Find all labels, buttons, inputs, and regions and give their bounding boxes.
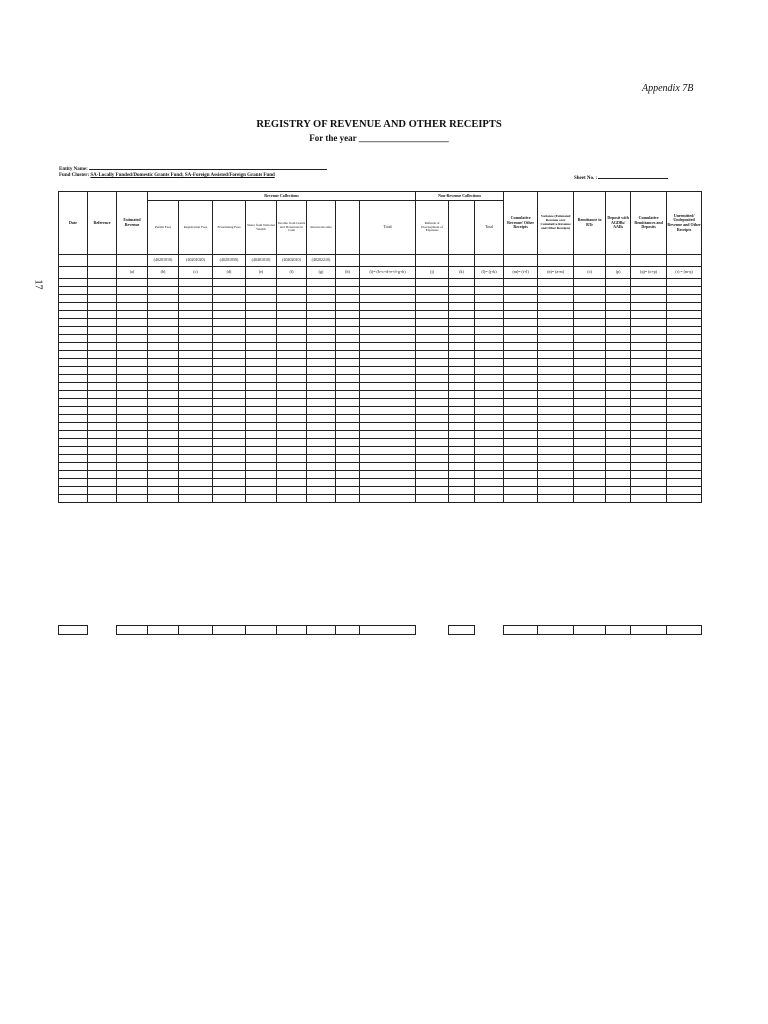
letter-j: (j) — [416, 267, 449, 279]
table-row — [59, 327, 702, 335]
table-row — [59, 423, 702, 431]
table-row — [59, 319, 702, 327]
table-row — [59, 279, 702, 287]
letter-q: (q)= (o+p) — [631, 267, 667, 279]
letter-i: (i)= (b+c+d+e+f+g+h) — [360, 267, 416, 279]
letter-p: (p) — [606, 267, 631, 279]
column-letter-row — [59, 267, 702, 279]
header-blank-h — [336, 201, 360, 255]
table-row — [59, 351, 702, 359]
code-income-grants: (40402010) — [277, 255, 307, 267]
entity-name-label: Entity Name: — [59, 167, 88, 172]
table-row — [59, 399, 702, 407]
footer-total-row-table — [58, 625, 702, 635]
document-title: REGISTRY OF REVENUE AND OTHER RECEIPTS — [256, 119, 502, 130]
table-row — [59, 359, 702, 367]
letter-c: (c) — [179, 267, 213, 279]
letter-l: (l)= (j+k) — [475, 267, 504, 279]
header-date: Date — [59, 192, 88, 255]
appendix-label: Appendix 7B — [642, 83, 694, 94]
sheet-number-label: Sheet No. : — [574, 176, 598, 181]
header-revenue-collections: Revenue Collections — [148, 192, 416, 201]
letter-e: (e) — [246, 267, 277, 279]
header-registration-fees: Registration Fees — [179, 201, 213, 255]
table-row — [59, 455, 702, 463]
letter-k: (k) — [449, 267, 475, 279]
header-cumulative-revenue: Cumulative Revenue/ Other Receipts — [504, 192, 538, 255]
header-interest-income: Interest Income — [307, 201, 336, 255]
table-row — [59, 335, 702, 343]
entity-name-blank — [89, 164, 327, 170]
sheet-number-blank — [598, 173, 668, 179]
fund-cluster-value: SA-Locally Funded/Domestic Grants Fund; SA-Foreign Assisted/Foreign Grants Fund — [90, 173, 275, 178]
table-row — [59, 431, 702, 439]
code-share: (40401010) — [246, 255, 277, 267]
letter-n: (n)= (a-m) — [538, 267, 574, 279]
header-estimated-revenue: Estimated Revenue — [117, 192, 148, 255]
letter-g: (g) — [307, 267, 336, 279]
table-row — [59, 479, 702, 487]
letter-b: (b) — [148, 267, 179, 279]
header-deposit: Deposit with AGDBs/ AAIls — [606, 192, 631, 255]
header-income-grants: Income from Grants and Donations in Cash — [277, 201, 307, 255]
letter-r: (r) = (m-q) — [667, 267, 702, 279]
sheet-number-line — [574, 173, 668, 181]
table-row — [59, 343, 702, 351]
letter-a: (a) — [117, 267, 148, 279]
code-interest: (40202210) — [307, 255, 336, 267]
table-row — [59, 383, 702, 391]
registry-data-rows — [59, 279, 702, 503]
header-total: Total — [360, 201, 416, 255]
header-group-row — [59, 192, 702, 201]
letter-f: (f) — [277, 267, 307, 279]
header-cumulative-remittances: Cumulative Remittances and Deposits — [631, 192, 667, 255]
table-row — [59, 447, 702, 455]
footer-total-row — [59, 626, 702, 635]
code-franchising: (40201050) — [213, 255, 246, 267]
entity-name-line — [59, 164, 327, 172]
fund-cluster-label: Fund Cluster: — [59, 173, 90, 178]
document-subtitle: For the year ____________________ — [309, 133, 449, 143]
letter-h: (h) — [336, 267, 360, 279]
letter-d: (d) — [213, 267, 246, 279]
header-total-nonrevenue: Total — [475, 201, 504, 255]
letter-m: (m)= (i+l) — [504, 267, 538, 279]
header-refunds: Refunds of Overpayment of Expenses — [416, 201, 449, 255]
page-number: 17 — [32, 279, 44, 290]
fund-cluster-line — [59, 173, 275, 178]
code-permit: (40201010) — [148, 255, 179, 267]
letter-o: (o) — [574, 267, 606, 279]
header-unremitted: Unremitted/ Undeposited Revenue and Other Receipts — [667, 192, 702, 255]
header-remittance-btr: Remittance to BTr — [574, 192, 606, 255]
table-row — [59, 311, 702, 319]
table-row — [59, 415, 702, 423]
header-share-national-wealth: Share from National Wealth — [246, 201, 277, 255]
table-row — [59, 495, 702, 503]
table-row — [59, 295, 702, 303]
header-variance: Variance (Estimated Revenue over Cumulative Revenue and Other Receipts) — [538, 192, 574, 255]
table-row — [59, 463, 702, 471]
table-row — [59, 439, 702, 447]
table-row — [59, 471, 702, 479]
registry-table — [58, 191, 702, 503]
table-row — [59, 407, 702, 415]
header-reference: Reference — [88, 192, 117, 255]
table-row — [59, 287, 702, 295]
table-row — [59, 375, 702, 383]
table-row — [59, 367, 702, 375]
header-permit-fees: Permit Fees — [148, 201, 179, 255]
table-row — [59, 487, 702, 495]
header-nonrevenue-collections: Non-Revenue Collections — [416, 192, 504, 201]
account-code-row — [59, 255, 702, 267]
table-row — [59, 303, 702, 311]
header-blank-k — [449, 201, 475, 255]
code-registration: (40201020) — [179, 255, 213, 267]
header-franchising-fees: Franchising Fees — [213, 201, 246, 255]
table-row — [59, 391, 702, 399]
